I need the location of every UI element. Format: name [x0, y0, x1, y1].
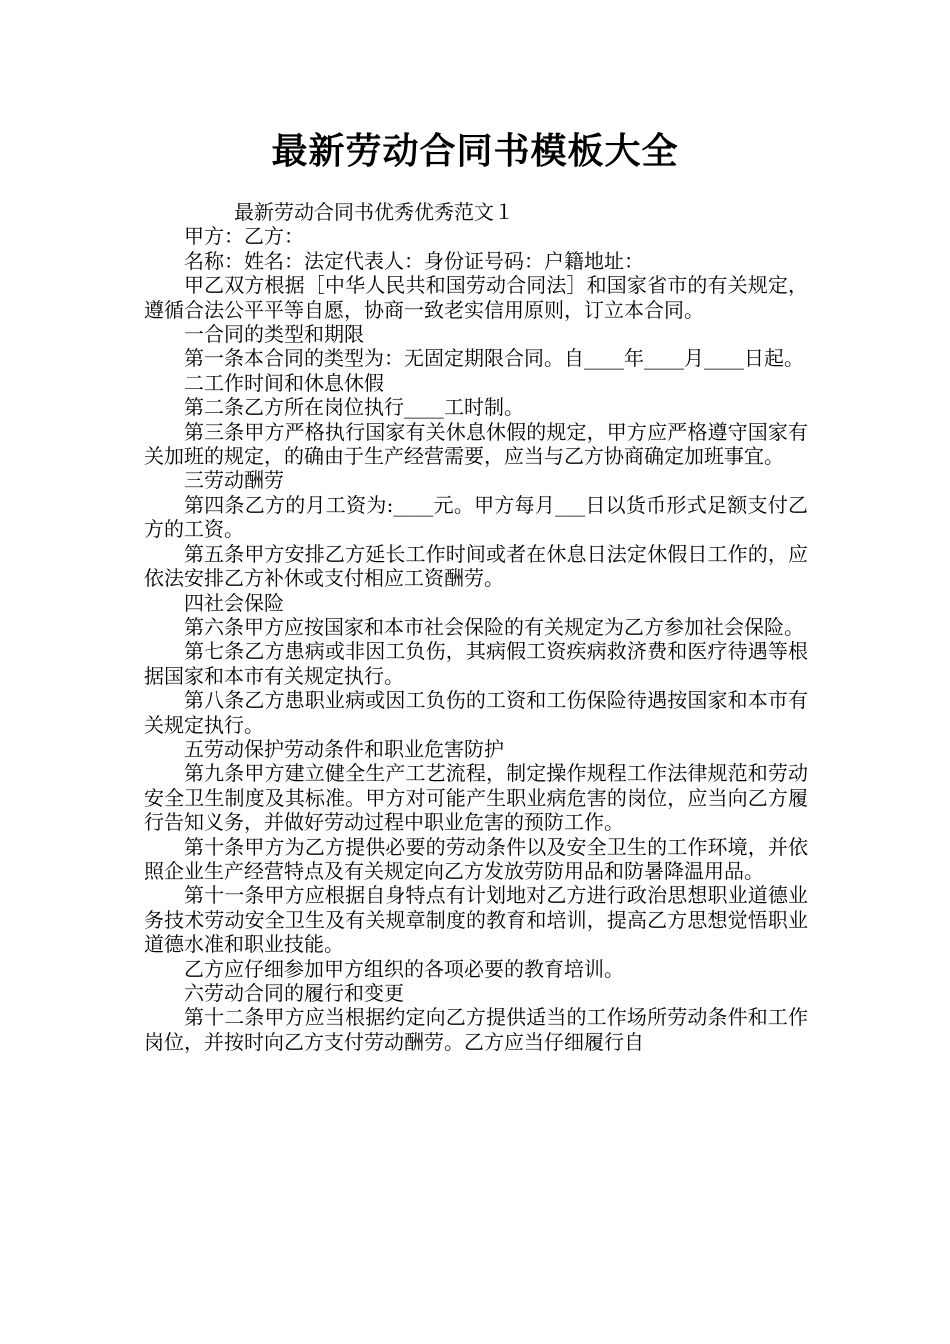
article-9: 第九条甲方建立健全生产工艺流程，制定操作规程工作法律规范和劳动安全卫生制度及其标准。甲方对可能产生职业病危害的岗位，应当向乙方履行告知义务，并做好劳动过程中职业危害的预防工作。 — [144, 761, 808, 835]
paragraph-parties: 甲方：乙方： — [184, 224, 304, 249]
paragraph-preamble: 甲乙双方根据［中华人民共和国劳动合同法］和国家省市的有关规定，遵循合法公平平等自愿，协商一致老实信用原则，订立本合同。 — [144, 273, 808, 322]
document-subtitle: 最新劳动合同书优秀优秀范文１ — [234, 200, 514, 224]
paragraph-names: 名称：姓名：法定代表人：身份证号码：户籍地址： — [184, 248, 644, 273]
article-11: 第十一条甲方应根据自身特点有计划地对乙方进行政治思想职业道德业务技术劳动安全卫生及有关规章制度的教育和培训，提高乙方思想觉悟职业道德水准和职业技能。 — [144, 883, 808, 957]
document-body — [144, 200, 808, 1054]
article-12: 第十二条甲方应当根据约定向乙方提供适当的工作场所劳动条件和工作岗位，并按时向乙方支付劳动酬劳。乙方应当仔细履行自 — [144, 1005, 808, 1054]
section-heading-6: 六劳动合同的履行和变更 — [184, 981, 404, 1005]
article-5: 第五条甲方安排乙方延长工作时间或者在休息日法定休假日工作的，应依法安排乙方补休或支付相应工资酬劳。 — [144, 541, 808, 591]
article-4: 第四条乙方的月工资为:____元。甲方每月___日以货币形式足额支付乙方的工资。 — [144, 492, 808, 542]
article-6: 第六条甲方应按国家和本市社会保险的有关规定为乙方参加社会保险。 — [184, 614, 804, 639]
article-7: 第七条乙方患病或非因工负伤，其病假工资疾病救济费和医疗待遇等根据国家和本市有关规定执行。 — [144, 639, 808, 688]
article-8: 第八条乙方患职业病或因工负伤的工资和工伤保险待遇按国家和本市有关规定执行。 — [144, 688, 808, 737]
article-2: 第二条乙方所在岗位执行____工时制。 — [184, 395, 524, 420]
section-heading-2: 二工作时间和休息休假 — [184, 370, 384, 395]
paragraph-training: 乙方应仔细参加甲方组织的各项必要的教育培训。 — [184, 956, 624, 981]
section-heading-4: 四社会保险 — [184, 590, 284, 615]
article-3: 第三条甲方严格执行国家有关休息休假的规定，甲方应严格遵守国家有关加班的规定，的确由于生产经营需要，应当与乙方协商确定加班事宜。 — [144, 419, 808, 469]
article-10: 第十条甲方为乙方提供必要的劳动条件以及安全卫生的工作环境，并依照企业生产经营特点及有关规定向乙方发放劳防用品和防暑降温用品。 — [144, 834, 808, 883]
document-title: 最新劳动合同书模板大全 — [271, 131, 679, 172]
section-heading-3: 三劳动酬劳 — [184, 468, 284, 493]
article-1: 第一条本合同的类型为：无固定期限合同。自____年____月____日起。 — [184, 346, 804, 371]
section-heading-5: 五劳动保护劳动条件和职业危害防护 — [184, 736, 504, 761]
section-heading-1: 一合同的类型和期限 — [184, 322, 364, 347]
